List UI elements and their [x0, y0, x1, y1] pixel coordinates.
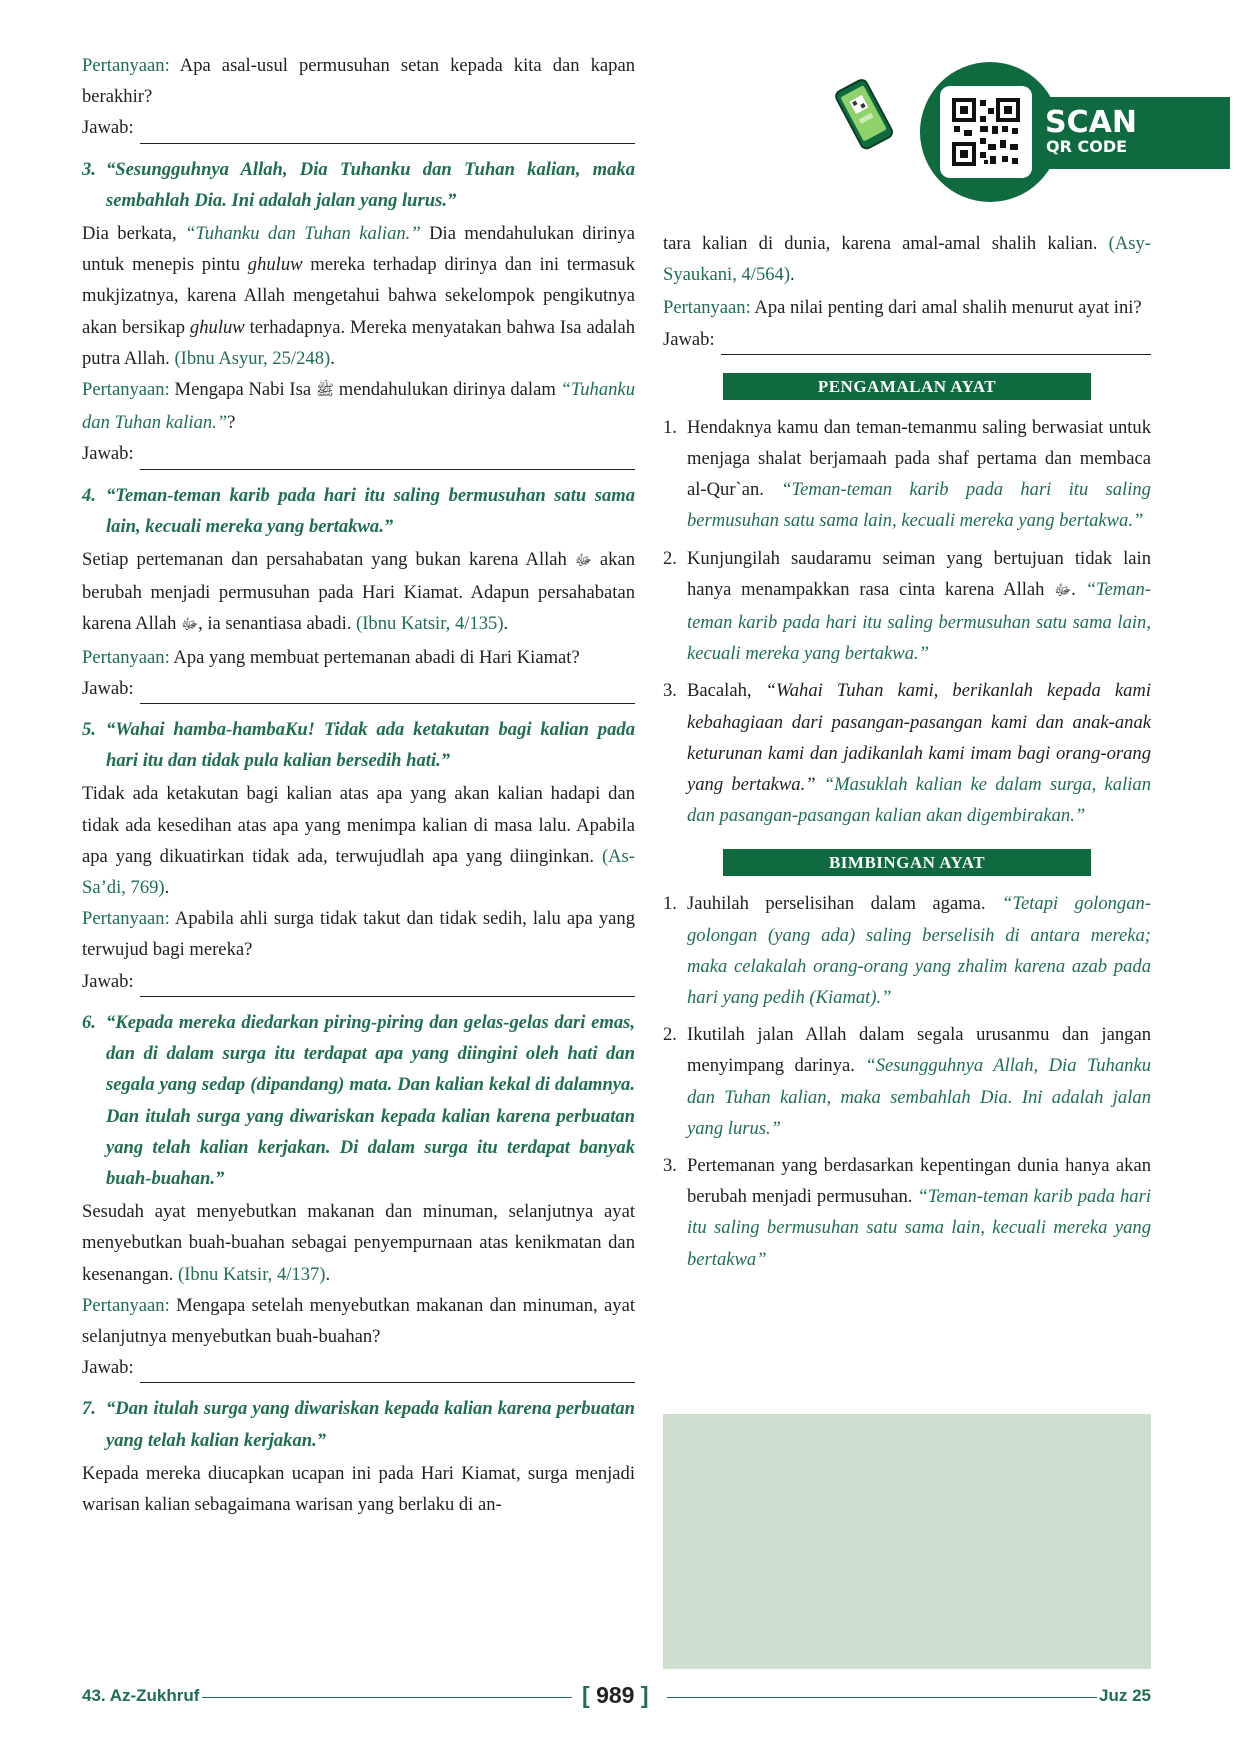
- commentary-paragraph: tara kalian di dunia, karena amal-amal shalih kalian. (Asy-Syaukani, 4/564).: [663, 233, 1151, 286]
- page-footer: [82, 1682, 1151, 1712]
- answer-field[interactable]: Jawab:: [82, 112, 635, 143]
- list-item: 3. Bacalah, “Wahai Tuhan kami, berikanlah kepada kami kebahagiaan dari pasangan-pasangan kami dan anak-anak keturunan kami dan jadikanlah kami imam bagi orang-orang yang bertakwa.” “Masuklah kalian ke dalam surga, kalian dan pasangan-pasangan kalian akan digembirakan.”: [663, 680, 1152, 827]
- phone-icon: [830, 76, 900, 161]
- scan-qr-banner[interactable]: [820, 62, 1240, 202]
- list-item: 3. Pertemanan yang berdasarkan kepentingan dunia hanya akan berubah menjadi permusuhan. “Teman-teman karib pada hari itu saling bermusuhan satu sama lain, kecuali mereka yang bertakwa”: [663, 1155, 1151, 1270]
- verse-heading: 4. “Teman-teman karib pada hari itu saling bermusuhan satu sama lain, kecuali mereka yang bertakwa.”: [82, 484, 635, 537]
- answer-field[interactable]: Jawab:: [663, 324, 1151, 355]
- allah-symbol: ﷻ: [181, 617, 199, 634]
- commentary-paragraph: Kepada mereka diucapkan ucapan ini pada Hari Kiamat, surga menjadi warisan kalian sebagaimana warisan yang berlaku di an-: [82, 1462, 635, 1515]
- scan-label: SCAN: [1045, 105, 1137, 140]
- answer-field[interactable]: Jawab:: [82, 1352, 635, 1383]
- answer-line[interactable]: [140, 1360, 635, 1383]
- pengamalan-list: [663, 412, 1151, 832]
- qr-code-icon[interactable]: [940, 86, 1032, 178]
- allah-symbol: ﷻ: [1054, 582, 1072, 599]
- verse-heading: 5. “Wahai hamba-hambaKu! Tidak ada ketakutan bagi kalian pada hari itu dan tidak pula kalian bersedih hati.”: [82, 719, 635, 772]
- right-column: [663, 228, 1151, 1281]
- footer-rule: [667, 1697, 1097, 1698]
- section-header-pengamalan: PENGAMALAN AYAT: [723, 373, 1091, 400]
- answer-field[interactable]: Jawab:: [82, 966, 635, 997]
- verse-heading: 7. “Dan itulah surga yang diwariskan kepada kalian karena perbuatan yang telah kalian kerjakan.”: [82, 1398, 635, 1451]
- surah-name: 43. Az-Zukhruf: [82, 1686, 200, 1705]
- bimbingan-list: [663, 888, 1151, 1274]
- list-item: 1. Jauhilah perselisihan dalam agama. “Tetapi golongan-golongan (yang ada) saling berselisih di antara mereka; maka celakalah orang-orang yang zhalim karena azab pada hari yang pedih (Kiamat).”: [663, 893, 1151, 1009]
- question: Pertanyaan: Apa yang membuat pertemanan abadi di Hari Kiamat?: [82, 646, 580, 668]
- list-item: 2. Ikutilah jalan Allah dalam segala urusanmu dan jangan menyimpang darinya. “Sesungguhnya Allah, Dia Tuhanku dan Tuhan kalian, maka sembahlah Dia. Ini adalah jalan yang lurus.”: [663, 1024, 1151, 1139]
- answer-line[interactable]: [140, 681, 635, 704]
- answer-field[interactable]: Jawab:: [82, 673, 635, 704]
- verse-heading: 3. “Sesungguhnya Allah, Dia Tuhanku dan Tuhan kalian, maka sembahlah Dia. Ini adalah jalan yang lurus.”: [82, 158, 635, 211]
- commentary-paragraph: Dia berkata, “Tuhanku dan Tuhan kalian.” Dia mendahulukan dirinya untuk menepis pintu ghuluw mereka terhadap dirinya dan ini termasuk mukjizatnya, karena Allah mengetahui bahwa sekelompok pengikutnya akan bersikap ghuluw terhadapnya. Mereka menyatakan bahwa Isa adalah putra Allah. (Ibnu Asyur, 25/248).: [82, 223, 635, 369]
- list-item: 2. Kunjungilah saudaramu seiman yang bertujuan tidak lain hanya menampakkan rasa cinta karena Allah ﷻ. “Teman-teman karib pada hari itu saling bermusuhan satu sama lain, kecuali mereka yang bertakwa.”: [663, 547, 1152, 665]
- left-column: [82, 50, 635, 1520]
- answer-line[interactable]: [140, 121, 635, 144]
- commentary-paragraph: Sesudah ayat menyebutkan makanan dan minuman, selanjutnya ayat menyebutkan buah-buahan sebagai penyempurnaan atas kenikmatan dan kesenangan. (Ibnu Katsir, 4/137).: [82, 1201, 635, 1285]
- answer-line[interactable]: [721, 332, 1151, 355]
- allah-symbol: ﷻ: [574, 553, 592, 570]
- commentary-paragraph: Tidak ada ketakutan bagi kalian atas apa yang akan kalian hadapi dan tidak ada kesedihan atas apa yang menimpa kalian di masa lalu. Apabila apa yang dikuatirkan tidak ada, terwujudlah apa yang diinginkan. (As-Sa’di, 769).: [82, 783, 635, 899]
- answer-field[interactable]: Jawab:: [82, 438, 635, 469]
- footer-rule: [202, 1697, 572, 1698]
- answer-line[interactable]: [140, 974, 635, 997]
- question: Pertanyaan: Mengapa Nabi Isa ﷺ mendahulukan dirinya dalam “Tuhanku dan Tuhan kalian.”?: [82, 379, 635, 434]
- question: Pertanyaan: Apa asal-usul permusuhan setan kepada kita dan kapan berakhir?: [82, 55, 635, 108]
- juz-label: Juz 25: [1099, 1686, 1151, 1705]
- verse-heading: 6. “Kepada mereka diedarkan piring-piring dan gelas-gelas dari emas, dan di dalam surga itu terdapat apa yang diingini oleh hati dan segala yang sedap (dipandang) mata. Dan kalian kekal di dalamnya. Dan itulah surga yang diwariskan kepada kalian karena perbuatan yang telah kalian kerjakan. Di dalam surga itu terdapat banyak buah-buahan.”: [82, 1011, 635, 1189]
- list-item: 1. Hendaknya kamu dan teman-temanmu saling berwasiat untuk menjaga shalat berjamaah pada shaf pertama dan membaca al-Qur`an. “Teman-teman karib pada hari itu saling bermusuhan satu sama lain, kecuali mereka yang bertakwa.”: [663, 416, 1151, 532]
- answer-line[interactable]: [140, 447, 635, 470]
- section-header-bimbingan: BIMBINGAN AYAT: [723, 849, 1091, 876]
- qr-code-label: QR CODE: [1046, 137, 1128, 156]
- question: Pertanyaan: Mengapa setelah menyebutkan makanan dan minuman, ayat selanjutnya menyebutkan buah-buahan?: [82, 1294, 635, 1347]
- question: Pertanyaan: Apa nilai penting dari amal shalih menurut ayat ini?: [663, 297, 1142, 319]
- salawat-symbol: ﷺ: [315, 383, 334, 400]
- question: Pertanyaan: Apabila ahli surga tidak takut dan tidak sedih, lalu apa yang terwujud bagi mereka?: [82, 908, 635, 961]
- image-placeholder: [663, 1414, 1151, 1669]
- commentary-paragraph: Setiap pertemanan dan persahabatan yang bukan karena Allah ﷻ akan berubah menjadi permusuhan pada Hari Kiamat. Adapun persahabatan karena Allah ﷻ, ia senantiasa abadi. (Ibnu Katsir, 4/135).: [82, 549, 635, 635]
- page-number: [ 989 ]: [582, 1682, 649, 1708]
